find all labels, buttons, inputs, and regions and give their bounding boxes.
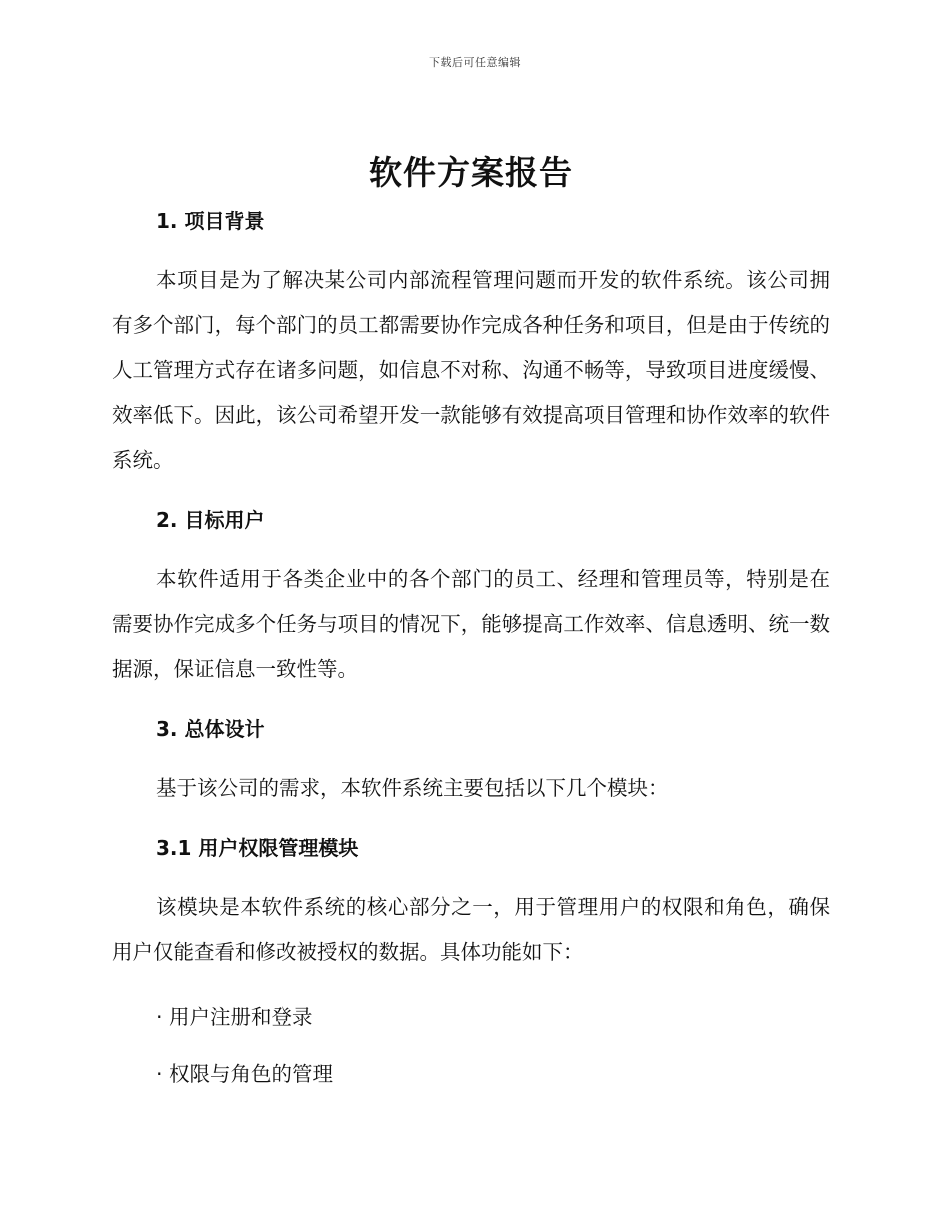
list-item: · 用户注册和登录 [156,1005,313,1029]
section-heading-target-users: 2. 目标用户 [156,508,265,532]
header-note: 下载后可任意编辑 [429,56,521,69]
section-paragraph-overall-design: 基于该公司的需求，本软件系统主要包括以下几个模块： [156,776,669,800]
section-paragraph-user-permission-module: 该模块是本软件系统的核心部分之一，用于管理用户的权限和角色，确保用户仅能查看和修改被授权的数据。具体功能如下： [112,895,830,964]
list-item: · 权限与角色的管理 [156,1062,334,1086]
section-heading-user-permission-module: 3.1 用户权限管理模块 [156,836,359,860]
section-paragraph-target-users: 本软件适用于各类企业中的各个部门的员工、经理和管理员等，特别是在需要协作完成多个任务与项目的情况下，能够提高工作效率、信息透明、统一数据源，保证信息一致性等。 [112,567,830,681]
document-content [112,150,830,1089]
section-paragraph-project-background: 本项目是为了解决某公司内部流程管理问题而开发的软件系统。该公司拥有多个部门，每个部门的员工都需要协作完成各种任务和项目，但是由于传统的人工管理方式存在诸多问题，如信息不对称、沟通不畅等，导致项目进度缓慢、效率低下。因此，该公司希望开发一款能够有效提高项目管理和协作效率的软件系统。 [112,268,830,472]
section-heading-project-background: 1. 项目背景 [156,209,265,233]
document-title: 软件方案报告 [369,153,573,192]
section-heading-overall-design: 3. 总体设计 [156,717,265,741]
